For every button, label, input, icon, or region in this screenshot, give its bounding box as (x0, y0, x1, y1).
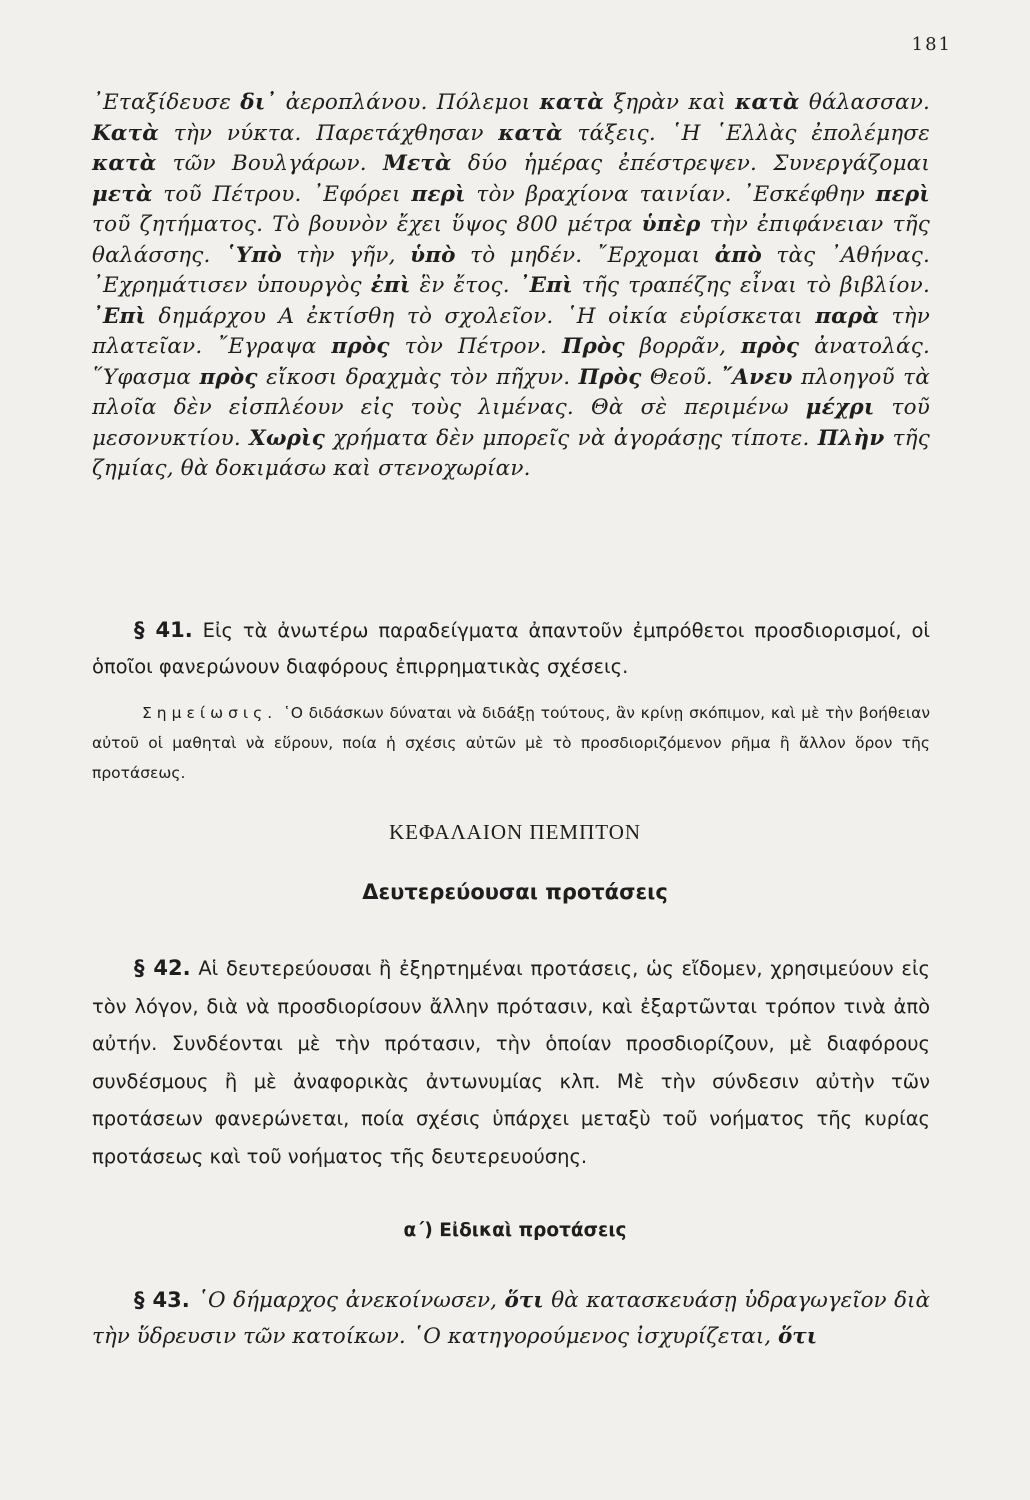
section-43-paragraph: § 43. ῾Ο δήμαρχος ἀνεκοίνωσεν, ὅτι θὰ κατασκευάσῃ ὑδραγωγεῖον διὰ τὴν ὕδρευσιν τῶν κατοίκων. ῾Ο κατηγορούμενος ἰσχυρίζεται, ὅτι (92, 1288, 930, 1349)
note-label: Σημείωσις. (142, 704, 278, 722)
section-42-paragraph: § 42. Αἱ δευτερεύουσαι ἢ ἐξηρτημέναι προτάσεις, ὡς εἴδομεν, χρησιμεύουν εἰς τὸν λόγον, διὰ νὰ προσδιορίσουν ἄλλην πρότασιν, καὶ ἐξαρτῶνται τρόπον τινὰ ἀπὸ αὐτήν. Συνδέονται μὲ τὴν πρότασιν, τὴν ὁποίαν προσδιορίζουν, μὲ διαφόρους συνδέσμους ἢ μὲ ἀναφορικὰς ἀντωνυμίας κλπ. Μὲ τὴν σύνδεσιν αὐτὴν τῶν προτάσεων φανερώνεται, ποία σχέσις ὑπάρχει μεταξὺ τοῦ νοήματος τῆς κυρίας προτάσεως καὶ τοῦ νοήματος τῆς δευτερευούσης. (92, 956, 930, 1168)
chapter-subtitle: Δευτερεύουσαι προτάσεις (362, 880, 668, 904)
note-paragraph: Σημείωσις. ῾Ο διδάσκων δύναται νὰ διδάξῃ τούτους, ἂν κρίνῃ σκόπιμον, καὶ μὲ τὴν βοήθειαν αὐτοῦ οἱ μαθηταὶ νὰ εὕρουν, ποία ἡ σχέσις αὐτῶν μὲ τὸ προσδιοριζόμενον ρῆμα ἢ ἄλλον ὅρον τῆς προτάσεως. (92, 704, 930, 782)
section-42-number: § 42. (134, 956, 191, 980)
chapter-title: ΚΕΦΑΛΑΙΟΝ ΠΕΜΠΤΟΝ (388, 820, 642, 844)
subsection-title: α΄) Εἰδικαὶ προτάσεις (403, 1220, 627, 1241)
page-number: 181 (911, 34, 952, 55)
section-41-paragraph: § 41. Εἰς τὰ ἀνωτέρω παραδείγματα ἀπαντοῦν ἐμπρόθετοι προσδιορισμοί, οἱ ὁποῖοι φανερώνουν διαφόρους ἐπιρρηματικὰς σχέσεις. (92, 618, 930, 678)
section-43-number: § 43. (134, 1288, 190, 1312)
example-sentences: ᾿Εταξίδευσε δι᾿ ἀεροπλάνου. Πόλεμοι κατὰ ξηρὰν καὶ κατὰ θάλασσαν. Κατὰ τὴν νύκτα. Παρετάχθησαν κατὰ τάξεις. ῾Η ῾Ελλὰς ἐπολέμησε κατὰ τῶν Βουλγάρων. Μετὰ δύο ἡμέρας ἐπέστρεψεν. Συνεργάζομαι μετὰ τοῦ Πέτρου. ᾿Εφόρει περὶ τὸν βραχίονα ταινίαν. ᾿Εσκέφθην περὶ τοῦ ζητήματος. Τὸ βουνὸν ἔχει ὕψος 800 μέτρα ὑπὲρ τὴν ἐπιφάνειαν τῆς θαλάσσης. ῾Υπὸ τὴν γῆν, ὑπὸ τὸ μηδέν. ῎Ερχομαι ἀπὸ τὰς ᾿Αθήνας. ᾿Εχρημάτισεν ὑπουργὸς ἐπὶ ἓν ἔτος. ᾿Επὶ τῆς τραπέζης εἶναι τὸ βιβλίον. ᾿Επὶ δημάρχου Α ἐκτίσθη τὸ σχολεῖον. ῾Η οἰκία εὑρίσκεται παρὰ τὴν πλατεῖαν. ῎Εγραψα πρὸς τὸν Πέτρον. Πρὸς βορρᾶν, πρὸς ἀνατολάς. ῞Υφασμα πρὸς εἴκοσι δραχμὰς τὸν πῆχυν. Πρὸς Θεοῦ. ῎Ανευ πλοηγοῦ τὰ πλοῖα δὲν εἰσπλέουν εἰς τοὺς λιμένας. Θὰ σὲ περιμένω μέχρι τοῦ μεσονυκτίου. Χωρὶς χρήματα δὲν μπορεῖς νὰ ἀγοράσῃς τίποτε. Πλὴν τῆς ζημίας, θὰ δοκιμάσω καὶ στενοχωρίαν. (92, 90, 931, 481)
section-41-number: § 41. (134, 618, 193, 642)
